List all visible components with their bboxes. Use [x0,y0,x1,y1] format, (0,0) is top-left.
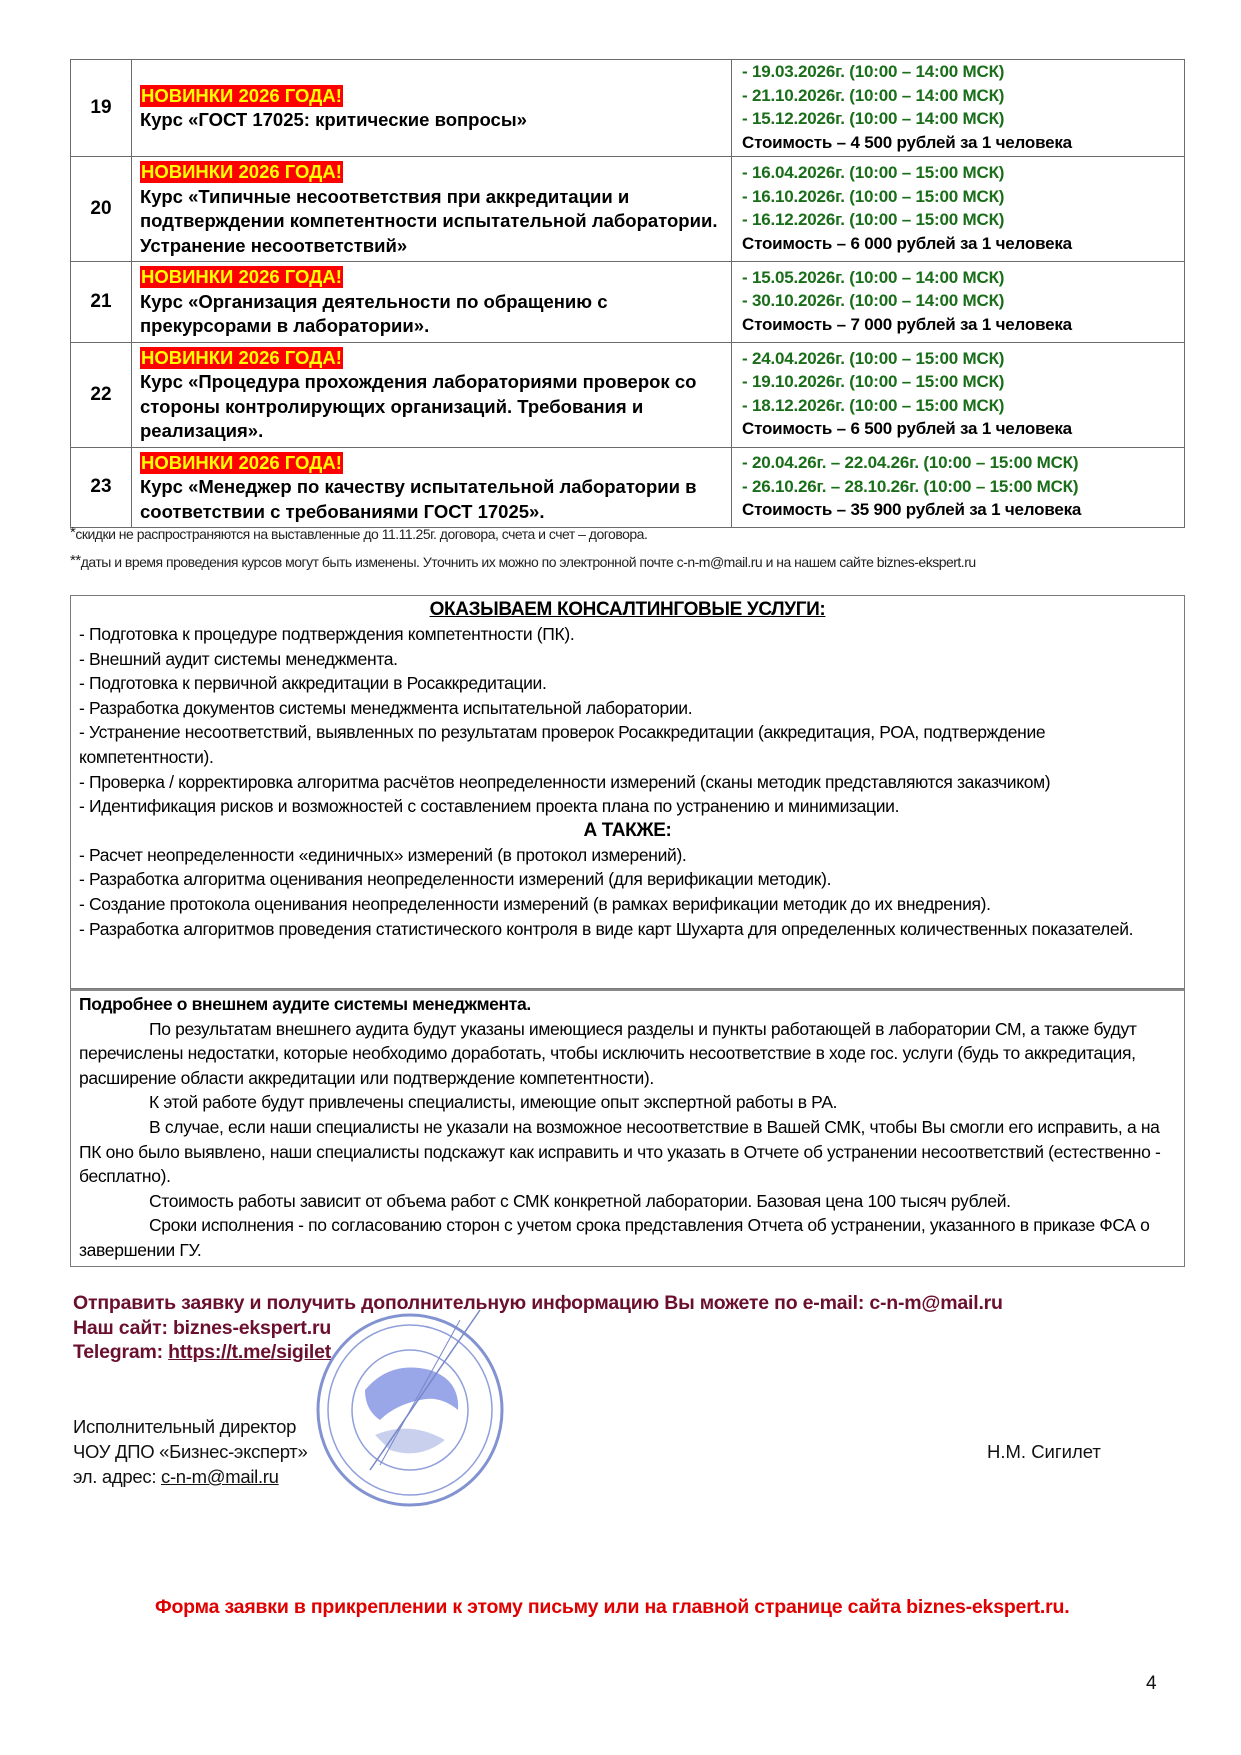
consulting-services-box [70,595,1185,989]
course-number: 23 [71,447,132,528]
application-form-note: Форма заявки в прикреплении к этому письму или на главной странице сайта biznes-ekspert.ru. [155,1596,1070,1618]
course-schedule-cell [732,447,1185,528]
course-schedule-cell [732,342,1185,447]
signer-organization: ЧОУ ДПО «Бизнес-эксперт» [73,1441,308,1462]
course-title: Курс «Типичные несоответствия при аккредитации и подтверждении компетентности испытательной лаборатории. Устранение несоответствий» [140,185,718,256]
course-date: - 19.03.2026г. (10:00 – 14:00 МСК) [742,62,1005,81]
audit-paragraphs [79,1017,1176,1263]
course-price: Стоимость – 4 500 рублей за 1 человека [742,132,1072,152]
course-row [71,60,1185,157]
company-stamp-icon [310,1300,510,1510]
course-number: 20 [71,157,132,262]
course-title: Курс «Менеджер по качеству испытательной лаборатории в соответствии с требованиями ГОСТ 17025». [140,476,697,522]
signer-email-link[interactable]: c-n-m@mail.ru [161,1466,279,1487]
signer-position: Исполнительный директор [73,1416,297,1437]
also-item: - Расчет неопределенности «единичных» измерений (в протокол измерений). [79,844,687,865]
course-schedule-cell [732,157,1185,262]
course-price: Стоимость – 35 900 рублей за 1 человека [742,500,1082,519]
course-date: - 16.12.2026г. (10:00 – 15:00 МСК) [742,210,1005,229]
courses-table [70,59,1185,528]
new-badge: НОВИНКИ 2026 ГОДА! [141,161,342,182]
audit-title: Подробнее о внешнем аудите системы менеджмента. [79,994,531,1014]
course-row [71,157,1185,262]
course-price: Стоимость – 6 000 рублей за 1 человека [742,233,1072,253]
consulting-item: - Идентификация рисков и возможностей с составлением проекта плана по устранению и минимизации. [79,796,900,817]
course-date: - 21.10.2026г. (10:00 – 14:00 МСК) [742,85,1005,105]
course-title: Курс «Процедура прохождения лабораториями проверок со стороны контролирующих организаций. Требования и реализация». [140,371,697,441]
course-title-cell [132,447,732,528]
consulting-item: - Устранение несоответствий, выявленных по результатам проверок Росаккредитации (аккредитация, РОА, подтверждение компетентности). [79,722,1046,767]
new-badge: НОВИНКИ 2026 ГОДА! [141,266,342,287]
course-title: Курс «Организация деятельности по обращению с прекурсорами в лаборатории». [140,290,608,336]
signer-name: Н.М. Сигилет [987,1441,1101,1462]
also-item: - Разработка алгоритма оценивания неопределенности измерений (для верификации методик). [79,869,832,890]
audit-paragraph: По результатам внешнего аудита будут указаны имеющиеся разделы и пункты работающей в лаборатории СМ, а также будут перечислены недостатки, которые необходимо доработать, чтобы исключить несоответствие в ходе гос. услуги (будь то аккредитация, расширение области аккредитации или подтверждение компетентности). [79,1018,1137,1088]
course-date: - 26.10.26г. – 28.10.26г. (10:00 – 15:00 МСК) [742,476,1079,496]
course-schedule-cell [732,60,1185,157]
course-schedule-cell [732,262,1185,343]
course-row [71,342,1185,447]
course-title-cell [132,60,732,157]
course-date: - 15.12.2026г. (10:00 – 14:00 МСК) [742,109,1005,128]
audit-paragraph: В случае, если наши специалисты не указали на возможное несоответствие в Вашей СМК, чтобы Вы смогли его исправить, а на ПК оно было выявлено, наши специалисты подскажут как исправить и что указать в Отчете об устранении несоответствий (естественно - бесплатно). [79,1116,1161,1187]
course-date: - 16.10.2026г. (10:00 – 15:00 МСК) [742,186,1005,206]
telegram-link[interactable]: https://t.me/sigilet [168,1341,332,1363]
course-number: 19 [71,60,132,157]
audit-paragraph: К этой работе будут привлечены специалисты, имеющие опыт экспертной работы в РА. [149,1092,838,1113]
course-date: - 24.04.2026г. (10:00 – 15:00 МСК) [742,348,1005,368]
course-number: 21 [71,262,132,343]
consulting-item: - Подготовка к процедуре подтверждения компетентности (ПК). [79,624,575,644]
also-list [79,843,1176,941]
course-date: - 15.05.2026г. (10:00 – 14:00 МСК) [742,267,1005,287]
course-title-cell [132,342,732,447]
footnote-discounts: *скидки не распространяются на выставленные до 11.11.25г. договора, счета и счет – договора. [70,524,648,542]
also-title: А ТАКЖЕ: [583,819,672,841]
contact-site-line: Наш сайт: biznes-ekspert.ru [73,1317,332,1339]
consulting-list [79,622,1176,819]
course-number: 22 [71,342,132,447]
course-title-cell [132,262,732,343]
audit-details-box [70,989,1185,1267]
course-title: Курс «ГОСТ 17025: критические вопросы» [140,109,527,130]
consulting-item: - Проверка / корректировка алгоритма расчётов неопределенности измерений (сканы методик представляются заказчиком) [79,771,1051,792]
course-row [71,447,1185,528]
course-date: - 20.04.26г. – 22.04.26г. (10:00 – 15:00 МСК) [742,453,1079,472]
consulting-item: - Внешний аудит системы менеджмента. [79,648,398,669]
consulting-item: - Разработка документов системы менеджмента испытательной лаборатории. [79,697,693,718]
new-badge: НОВИНКИ 2026 ГОДА! [141,346,342,368]
consulting-item: - Подготовка к первичной аккредитации в Росаккредитации. [79,673,547,694]
course-row [71,262,1185,343]
course-date: - 18.12.2026г. (10:00 – 15:00 МСК) [742,395,1005,415]
course-date: - 16.04.2026г. (10:00 – 15:00 МСК) [742,163,1005,182]
new-badge: НОВИНКИ 2026 ГОДА! [141,451,342,473]
signer-email-line: эл. адрес: c-n-m@mail.ru [73,1466,279,1487]
footnote-dates: **даты и время проведения курсов могут быть изменены. Уточнить их можно по электронной почте c-n-m@mail.ru и на нашем сайте biznes-ekspert.ru [70,552,976,570]
also-item: - Разработка алгоритмов проведения статистического контроля в виде карт Шухарта для определенных количественных показателей. [79,918,1134,939]
course-title-cell [132,157,732,262]
audit-paragraph: Стоимость работы зависит от объема работ с СМК конкретной лаборатории. Базовая цена 100 тысяч рублей. [149,1190,1011,1211]
course-date: - 30.10.2026г. (10:00 – 14:00 МСК) [742,291,1005,310]
course-price: Стоимость – 7 000 рублей за 1 человека [742,314,1072,334]
also-item: - Создание протокола оценивания неопределенности измерений (в рамках верификации методик до их внедрения). [79,893,991,914]
page-number: 4 [1146,1673,1157,1694]
audit-paragraph: Сроки исполнения - по согласованию сторон с учетом срока представления Отчета об устранении, указанного в приказе ФСА о завершении ГУ. [79,1215,1150,1260]
consulting-title: ОКАЗЫВАЕМ КОНСАЛТИНГОВЫЕ УСЛУГИ: [429,599,826,620]
contact-email-line: Отправить заявку и получить дополнительную информацию Вы можете по e-mail: c-n-m@mail.ru [73,1292,1003,1314]
new-badge: НОВИНКИ 2026 ГОДА! [141,84,342,106]
course-date: - 19.10.2026г. (10:00 – 15:00 МСК) [742,372,1005,391]
course-price: Стоимость – 6 500 рублей за 1 человека [742,419,1072,438]
contact-telegram-line: Telegram: https://t.me/sigilet [73,1341,332,1363]
